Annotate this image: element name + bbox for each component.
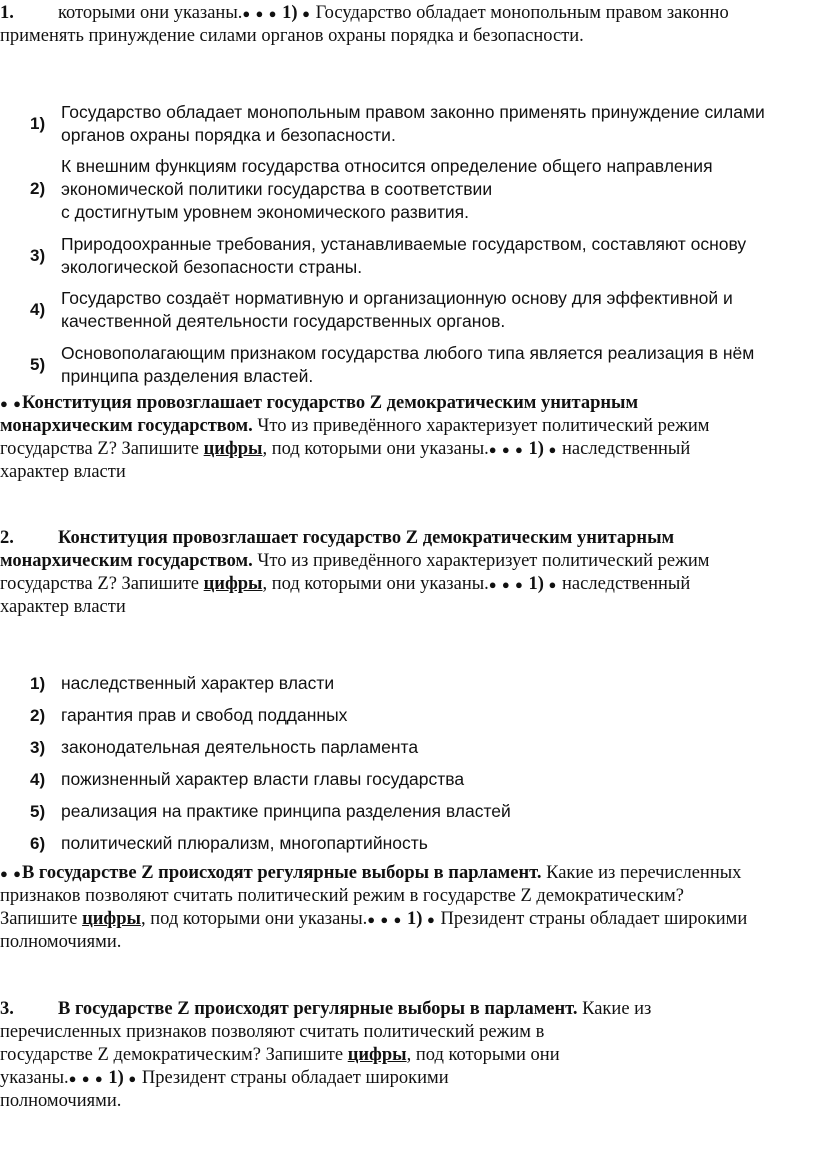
q1-option-5-line-1: Основополагающим признаком государства любого типа является реализация в нём (61, 343, 755, 363)
q2-option-6-text: политический плюрализм, многопартийность (61, 833, 428, 853)
q2-option-3-text: законодательная деятельность парламента (61, 737, 419, 757)
q2-underlined: цифры (203, 574, 263, 594)
q1-option-1-number: 1) (30, 114, 46, 133)
q2-preview-bullets-lead: ● ● (0, 396, 22, 411)
q2-number: 2. (0, 528, 14, 548)
q2-preview-text: Что из приведённого характеризует политический режим (257, 416, 710, 436)
q3-bullets: ● ● ● (68, 1071, 104, 1086)
q3-preview-line3-a: Запишите (0, 909, 78, 929)
q2-preview-inline-text: наследственный (562, 439, 691, 459)
q3-preview-line-1 (0, 862, 800, 885)
q3-underlined: цифры (347, 1045, 407, 1065)
q3-text: Какие из (582, 999, 652, 1019)
q1-bullets: ● ● ● (242, 6, 278, 21)
q2-option-2-number: 2) (30, 706, 46, 725)
q1-line1-text: которыми они указаны. (58, 3, 243, 23)
q2-option-5-text: реализация на практике принципа разделения властей (61, 801, 511, 821)
q2-option-2-text: гарантия прав и свобод подданных (61, 705, 348, 725)
q1-option-3-number: 3) (30, 246, 46, 265)
q1-option-3-line-2: экологической безопасности страны. (61, 257, 363, 277)
q2-bold: Конституция провозглашает государство Z демократическим унитарным (58, 528, 675, 548)
q2-preview-bullets: ● ● ● (488, 442, 524, 457)
q3-inline-number: 1) (108, 1068, 124, 1088)
q1-option-1-line-1: Государство обладает монопольным правом законно применять принуждение силами (61, 102, 765, 122)
q2-preview-line3-b: , под которыми они указаны. (262, 439, 489, 459)
q3-line-1 (0, 998, 800, 1021)
q2-preview-line-1 (0, 392, 800, 415)
q1-option-4-line-2: качественной деятельности государственных органов. (61, 311, 506, 331)
q1-option-4-line-1: Государство создаёт нормативную и организационную основу для эффективной и (61, 288, 733, 308)
q1-inline-option-number: 1) (282, 3, 298, 23)
q3-preview-line-2: признаков позволяют считать политический режим в государстве Z демократическим? (0, 886, 684, 906)
q3-line-2: перечисленных признаков позволяют считать политический режим в (0, 1022, 545, 1042)
q1-option-5-line-2: принципа разделения властей. (61, 366, 314, 386)
q3-preview-inline-text: Президент страны обладает широкими (440, 909, 748, 929)
q2-preview-bold: Конституция провозглашает государство Z демократическим унитарным (21, 393, 639, 413)
q2-option-4-number: 4) (30, 770, 46, 789)
q1-option-1-line-2: органов охраны порядка и безопасности. (61, 125, 396, 145)
q2-line-1 (0, 527, 800, 550)
q3-number: 3. (0, 999, 14, 1019)
q1-option-4-number: 4) (30, 300, 46, 319)
q3-preview-bullets-lead: ● ● (0, 866, 22, 881)
q2-preview-line3-a: государства Z? Запишите (0, 439, 200, 459)
q2-line-4: характер власти (0, 597, 126, 617)
q2-preview-line-4: характер власти (0, 462, 126, 482)
q2-bold-2: монархическим государством. (0, 551, 253, 571)
q1-option-3-line-1: Природоохранные требования, устанавливаемые государством, составляют основу (61, 234, 747, 254)
q3-line-5: полномочиями. (0, 1091, 122, 1111)
q1-number: 1. (0, 3, 14, 23)
q2-option-1-number: 1) (30, 674, 46, 693)
q3-preview-inline-number: 1) (406, 909, 423, 929)
q3-line-4: указаны.● ● ● 1) ● Президент страны обладает широкими (0, 1068, 449, 1088)
q2-option-1-text: наследственный характер власти (61, 673, 335, 693)
q2-preview-line-2 (0, 415, 800, 438)
q3-preview-text: Какие из перечисленных (546, 863, 742, 883)
q1-option-2-line-3: с достигнутым уровнем экономического развития. (61, 202, 469, 222)
q2-preview-inline-number: 1) (528, 439, 544, 459)
q2-option-5-number: 5) (30, 802, 46, 821)
q3-preview-line-4: полномочиями. (0, 932, 122, 952)
q2-line-2 (0, 550, 800, 573)
q2-text: Что из приведённого характеризует политический режим (257, 551, 710, 571)
q1-option-2-line-1: К внешним функциям государства относится определение общего направления (61, 156, 713, 176)
q2-bullets: ● ● ● (488, 577, 524, 592)
q2-option-3-number: 3) (30, 738, 46, 757)
q3-line-3 (0, 1044, 800, 1067)
q2-inline-text: наследственный (562, 574, 691, 594)
q3-preview-bold: В государстве Z происходят регулярные выборы в парламент. (21, 863, 542, 883)
q2-preview-bold-2: монархическим государством. (0, 416, 253, 436)
q2-option-6-number: 6) (30, 834, 46, 853)
q3-bold: В государстве Z происходят регулярные выборы в парламент. (58, 999, 578, 1019)
q2-line3-b: , под которыми они указаны. (262, 574, 489, 594)
q2-preview-underlined: цифры (203, 439, 263, 459)
q3-preview-underlined: цифры (82, 909, 141, 929)
q3-preview-line-3: Запишите цифры, под которыми они указаны.● ● ● 1) ● Президент страны обладает широкими (0, 909, 748, 929)
q1-option-2-number: 2) (30, 179, 46, 198)
q3-line3-b: , под которыми они (406, 1045, 560, 1065)
q3-preview-bullets: ● ● ● (367, 912, 403, 927)
q2-preview-line-3: государства Z? Запишите цифры, под которыми они указаны.● ● ● 1) ● наследственный (0, 439, 691, 459)
q3-line3-a: государстве Z демократическим? Запишите (0, 1045, 344, 1065)
q1-line-1: 1. которыми они указаны.● ● ● 1) ● Государство обладает монопольным правом законно (0, 3, 729, 23)
q1-line-2: применять принуждение силами органов охраны порядка и безопасности. (0, 26, 584, 46)
q3-preview-line3-b: , под которыми они указаны. (140, 909, 368, 929)
q2-inline-number: 1) (528, 574, 544, 594)
q2-option-4-text: пожизненный характер власти главы государства (61, 769, 465, 789)
q1-option-5-number: 5) (30, 355, 46, 374)
q2-line-3: государства Z? Запишите цифры, под которыми они указаны.● ● ● 1) ● наследственный (0, 574, 691, 594)
q3-inline-text: Президент страны обладает широкими (141, 1068, 449, 1088)
q1-line1-rest: Государство обладает монопольным правом законно (315, 3, 729, 23)
q3-line4-a: указаны. (0, 1068, 69, 1088)
q2-line3-a: государства Z? Запишите (0, 574, 200, 594)
q1-option-2-line-2: экономической политики государства в соответствии (61, 179, 493, 199)
